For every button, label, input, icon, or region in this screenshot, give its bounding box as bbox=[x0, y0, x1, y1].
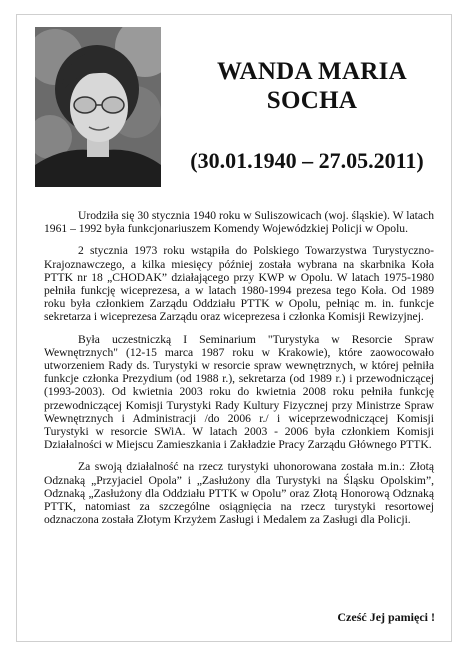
portrait-photo bbox=[35, 27, 161, 187]
bio-paragraph: Za swoją działalność na rzecz turystyki uhonorowana została m.in.: Złotą Odznaką „Przyjaciel Opola” i „Zasłużony dla Turystyki na Śląsku Opolskim”, Odznaką „Zasłużony dla Oddziału PTTK w Opolu” oraz Złotą Honorową Odznaką PTTK, natomiast za szczególne osiągnięcia na rzecz turystyki resortowej odznaczona została Złotym Krzyżem Zasługi i Medalem za Zasługi dla Policji. bbox=[44, 460, 434, 527]
name-line-1: WANDA MARIA bbox=[216, 58, 408, 85]
closing-remembrance: Cześć Jej pamięci ! bbox=[337, 610, 435, 624]
bio-paragraph: Urodziła się 30 stycznia 1940 roku w Suliszowicach (woj. śląskie). W latach 1961 – 1992 była funkcjonariuszem Komendy Wojewódzkiej Policji w Opolu. bbox=[44, 209, 434, 236]
biography bbox=[44, 209, 434, 535]
bio-paragraph: Była uczestniczką I Seminarium "Turystyka w Resorcie Spraw Wewnętrznych" (12-15 marca 1987 roku w Krakowie), które zaowocowało utworzeniem Rady ds. Turystyki w resorcie spraw wewnętrznych, w której pełniła funkcje członka Prezydium (od 1988 r.), sekretarza (od 1989 r.) i przewodniczącej (1993-2003). Od kwietnia 2003 roku do kwietnia 2008 roku pełniła funkcję przewodniczącej Komisji Turystyki Rady Kultury Fizycznej przy Ministrze Spraw Wewnętrznych i Administracji /do 2006 r./ i wiceprzewodniczącej Komisji Turystyki w resorcie SWiA. W latach 2003 - 2006 była członkiem Komisji Działalności w Miejscu Zamieszkania i Zakładzie Pracy Zarządu Głównego PTTK. bbox=[44, 332, 434, 452]
obituary-page bbox=[16, 14, 452, 642]
bio-paragraph: 2 stycznia 1973 roku wstąpiła do Polskiego Towarzystwa Turystyczno-Krajoznawczego, a kilka miesięcy później została wybrana na skarbnika Koła PTTK nr 18 „CHODAK” działającego przy KWP w Opolu. W latach 1975-1980 pełniła funkcję wiceprezesa, a w latach 1980-1994 prezesa tego Koła. Od 1989 roku była członkiem Zarządu Oddziału PTTK w Opolu, pełniąc m. in. funkcje sekretarza i wiceprezesa Zarządu oraz wiceprezesa i członka Komisji Rewizyjnej. bbox=[44, 244, 434, 324]
life-dates: (30.01.1940 – 27.05.2011) bbox=[190, 148, 424, 173]
person-name bbox=[187, 57, 437, 115]
name-line-2: SOCHA bbox=[266, 87, 358, 114]
